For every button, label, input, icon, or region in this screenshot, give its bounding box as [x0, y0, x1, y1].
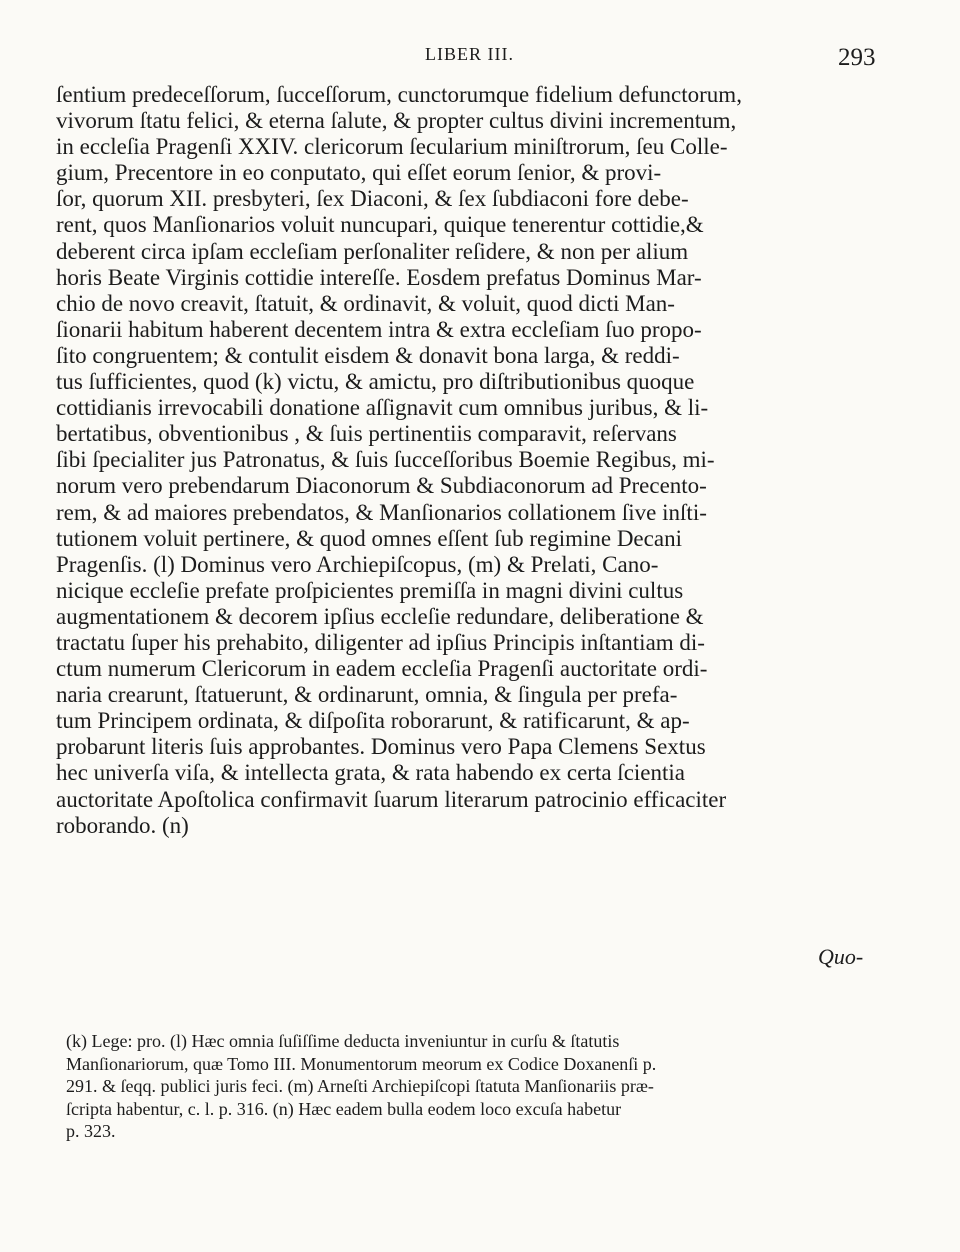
text-line: ſionarii habitum haberent decentem intra & extra eccleſiam ſuo propo- [56, 316, 702, 342]
text-line: probarunt literis ſuis approbantes. Dominus vero Papa Clemens Sextus [56, 734, 706, 760]
text-line: Pragenſis. (l) Dominus vero Archiepiſcopus, (m) & Prelati, Cano- [56, 551, 659, 577]
footnote-line: (k) Lege: pro. (l) Hæc omnia ſuſiſſime deducta inveniuntur in curſu & ſtatutis [66, 1031, 620, 1051]
text-line: ſito congruentem; & contulit eisdem & donavit bona larga, & reddi- [56, 342, 680, 368]
text-line: tus ſufficientes, quod (k) victu, & amictu, pro diſtributionibus quoque [56, 369, 695, 395]
running-head: LIBER III. [425, 44, 514, 64]
text-line: norum vero prebendarum Diaconorum & Subdiaconorum ad Precento- [56, 473, 707, 499]
text-line: ſentium predeceſſorum, ſucceſſorum, cunctorumque fidelium defunctorum, [56, 82, 742, 107]
page-header [0, 44, 960, 84]
main-text [56, 82, 906, 839]
text-line: in eccleſia Pragenſi XXIV. clericorum ſecularium miniſtrorum, ſeu Colle- [56, 134, 728, 160]
footnote-line: 291. & ſeqq. publici juris feci. (m) Arneſti Archiepiſcopi ſtatuta Manſionariis præ- [66, 1076, 654, 1096]
text-line: bertatibus, obventionibus , & ſuis pertinentiis comparavit, reſervans [56, 421, 677, 447]
text-line: vivorum ſtatu felici, & eterna ſalute, & propter cultus divini incrementum, [56, 108, 737, 134]
text-line: rem, & ad maiores prebendatos, & Manſionarios collationem ſive inſti- [56, 499, 707, 525]
text-line: rent, quos Manſionarios voluit nuncupari, quique tenerentur cottidie,& [56, 212, 704, 238]
text-line: gium, Precentore in eo conputato, qui eſſet eorum ſenior, & provi- [56, 160, 662, 186]
footnote-line: Manſionariorum, quæ Tomo III. Monumentorum meorum ex Codice Doxanenſi p. [66, 1053, 657, 1074]
text-line: tum Principem ordinata, & diſpoſita roborarunt, & ratificarunt, & ap- [56, 708, 690, 734]
footnote-line: p. 323. [66, 1121, 116, 1141]
footnotes [66, 1030, 906, 1143]
text-line: hec univerſa viſa, & intellecta grata, & rata habendo ex certa ſcientia [56, 760, 685, 786]
text-line: auctoritate Apoſtolica confirmavit ſuarum literarum patrocinio efficaciter [56, 786, 727, 812]
text-line: tractatu ſuper his prehabito, diligenter ad ipſius Principis inſtantiam di- [56, 629, 705, 655]
text-line: horis Beate Virginis cottidie intereſſe. Eosdem prefatus Dominus Mar- [56, 264, 702, 290]
footnote-line: ſcripta habentur, c. l. p. 316. (n) Hæc eadem bulla eodem loco excuſa habetur [66, 1098, 622, 1119]
text-line: nicique eccleſie prefate proſpicientes premiſſa in magni divini cultus [56, 577, 684, 603]
page-number: 293 [838, 44, 876, 71]
text-line: ſibi ſpecialiter jus Patronatus, & ſuis ſucceſſoribus Boemie Regibus, mi- [56, 447, 715, 473]
text-line: ctum numerum Clericorum in eadem eccleſia Pragenſi auctoritate ordi- [56, 656, 708, 682]
text-line: cottidianis irrevocabili donatione aſſignavit cum omnibus juribus, & li- [56, 395, 709, 421]
text-line: tutionem voluit pertinere, & quod omnes eſſent ſub regimine Decani [56, 525, 682, 551]
text-line: naria crearunt, ſtatuerunt, & ordinarunt, omnia, & ſingula per prefa- [56, 682, 678, 708]
catchword: Quo- [818, 944, 864, 969]
text-line: augmentationem & decorem ipſius eccleſie redundare, deliberatione & [56, 603, 704, 629]
text-line: deberent circa ipſam eccleſiam perſonaliter reſidere, & non per alium [56, 238, 689, 264]
text-line: chio de novo creavit, ſtatuit, & ordinavit, & voluit, quod dicti Man- [56, 290, 675, 316]
text-line: ſor, quorum XII. presbyteri, ſex Diaconi, & ſex ſubdiaconi fore debe- [56, 186, 689, 212]
text-line: roborando. (n) [56, 812, 189, 838]
